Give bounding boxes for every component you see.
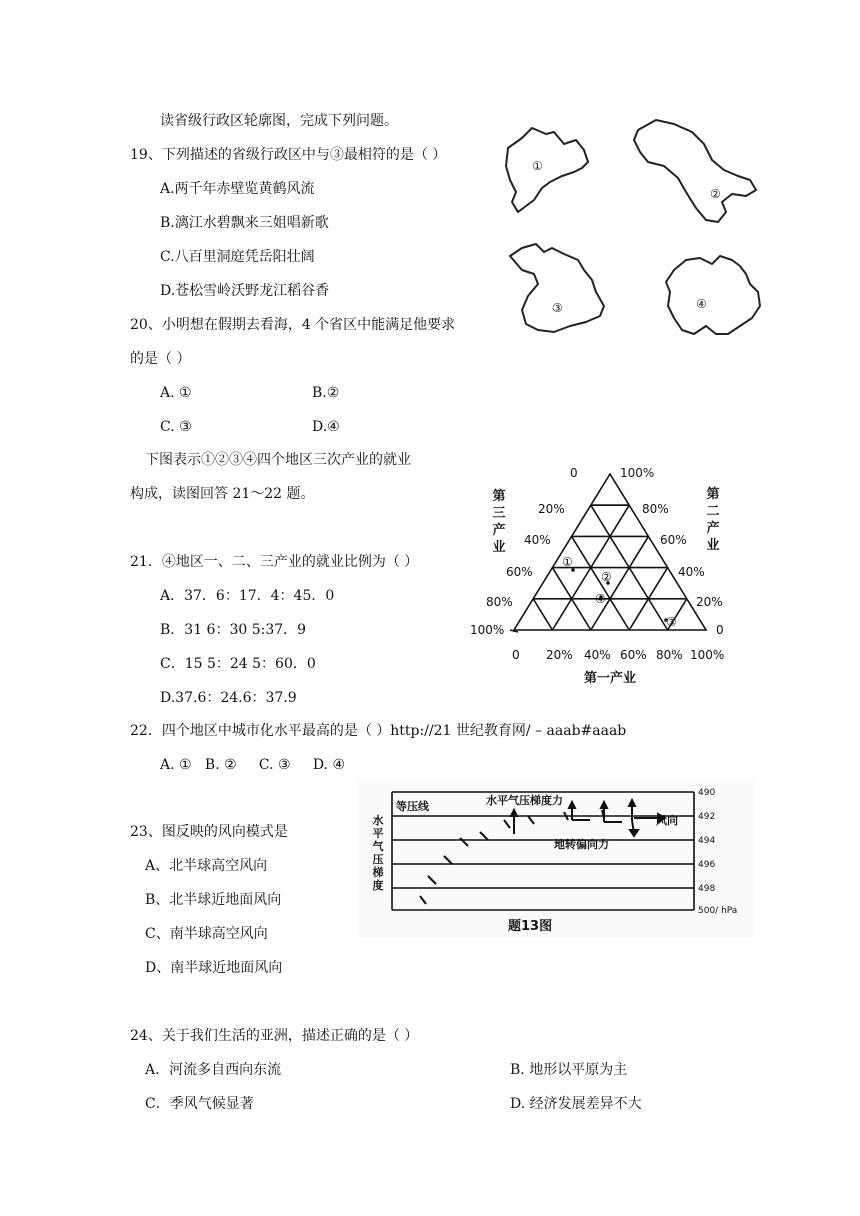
province-outline-4 (666, 256, 760, 334)
tri-right-tick-80: 80% (642, 502, 669, 516)
q23-stem: 23、图反映的风向模式是 (130, 824, 288, 840)
tri-right-axis-4: 业 (706, 538, 720, 553)
q21-option-a: A．37．6：17．4：45．0 (160, 588, 335, 604)
wind-axis-label-4: 压 (372, 853, 384, 866)
province-outline-1 (506, 128, 588, 212)
q19-option-d: D.苍松雪岭沃野龙江稻谷香 (160, 283, 330, 299)
ternary-diagram (470, 460, 732, 690)
q24-stem: 24、关于我们生活的亚洲，描述正确的是（ ） (130, 1028, 419, 1044)
tri-right-tick-60: 60% (660, 533, 687, 547)
q19-option-a: A.两千年赤壁览黄鹤风流 (160, 181, 315, 197)
tri-bottom-tick-80: 80% (656, 648, 683, 662)
tri-left-tick-20: 20% (538, 502, 565, 516)
tri-point-1: ① (562, 555, 573, 569)
q23-option-d: D、南半球近地面风向 (145, 960, 283, 976)
wind-pressure-498: 498 (698, 884, 716, 894)
q20-option-b: B.② (312, 385, 340, 401)
map-label-4: ④ (696, 297, 707, 311)
tri-right-tick-100: 100% (620, 466, 655, 480)
wind-pressure-492: 492 (698, 812, 716, 822)
tri-left-tick-100: 100% (470, 623, 505, 637)
tri-point-3: ③ (666, 615, 677, 629)
tri-bottom-tick-60: 60% (620, 648, 647, 662)
map-label-1: ① (532, 159, 543, 173)
q21-option-c: C．15 5：24 5：60．0 (160, 656, 316, 672)
tri-right-tick-20: 20% (696, 595, 723, 609)
tri-right-axis-1: 第 (706, 487, 720, 502)
q20-option-c: C. ③ (160, 419, 192, 435)
q20-option-d: D.④ (312, 419, 340, 435)
wind-axis-label-1: 水 (372, 814, 384, 827)
q21-option-d: D.37.6：24.6：37.9 (160, 690, 297, 706)
q24-option-c: C．季风气候显著 (145, 1096, 254, 1112)
wind-caption: 题13图 (508, 919, 553, 934)
wind-pressure-494: 494 (698, 836, 716, 846)
tri-left-tick-60: 60% (506, 565, 533, 579)
province-outline-2 (634, 120, 756, 222)
tri-left-axis-1: 第 (492, 489, 506, 504)
wind-pressure-500: 500/ hPa (698, 906, 738, 916)
wind-axis-label-2: 平 (372, 827, 384, 840)
tri-bottom-tick-40: 40% (584, 648, 611, 662)
tri-point-4: ④ (595, 592, 606, 606)
q24-option-d: D. 经济发展差异不大 (510, 1096, 642, 1112)
intro-maps: 读省级行政区轮廓图，完成下列问题。 (160, 113, 398, 129)
tri-point-2: ② (601, 570, 612, 584)
tri-bottom-tick-0: 0 (512, 648, 520, 662)
q20-option-a: A. ① (160, 385, 192, 401)
wind-pgf-label: 水平气压梯度力 (486, 794, 563, 807)
tri-left-tick-0: 0 (570, 466, 578, 480)
tri-left-axis-3: 产 (492, 523, 506, 538)
wind-axis-label-5: 梯 (372, 866, 384, 879)
intro-industry-line2: 构成，读图回答 21～22 题。 (130, 486, 315, 502)
tri-left-tick-40: 40% (524, 533, 551, 547)
q20-stem-line1: 20、小明想在假期去看海，4 个省区中能满足他要求 (130, 317, 456, 333)
q21-stem: 21．④地区一、二、三产业的就业比例为（ ） (130, 554, 419, 570)
intro-industry-line1: 下图表示①②③④四个地区三次产业的就业 (145, 452, 411, 468)
q23-option-b: B、北半球近地面风向 (145, 892, 282, 908)
q23-option-a: A、北半球高空风向 (145, 858, 268, 874)
tri-bottom-tick-20: 20% (546, 648, 573, 662)
tri-left-axis-2: 三 (492, 506, 506, 521)
wind-pressure-490: 490 (698, 788, 716, 798)
tri-bottom-title: 第一产业 (583, 671, 637, 686)
tri-bottom-tick-100: 100% (690, 648, 725, 662)
tri-right-tick-40: 40% (678, 565, 705, 579)
tri-right-axis-2: 二 (706, 504, 720, 519)
q19-option-b: B.漓江水碧飘来三姐唱新歌 (160, 215, 329, 231)
wind-direction-label: 风向 (656, 814, 678, 827)
province-outline-maps (488, 110, 788, 355)
tri-left-axis-4: 业 (492, 540, 506, 555)
wind-isobar-label: 等压线 (396, 800, 429, 813)
map-label-3: ③ (552, 301, 563, 315)
q23-option-c: C、南半球高空风向 (145, 926, 268, 942)
q19-option-c: C.八百里洞庭凭岳阳壮阔 (160, 249, 315, 265)
tri-right-axis-3: 产 (706, 521, 720, 536)
wind-axis-label-6: 度 (372, 879, 384, 892)
wind-pressure-496: 496 (698, 860, 716, 870)
q24-option-b: B. 地形以平原为主 (510, 1062, 628, 1078)
map-label-2: ② (710, 187, 721, 201)
q22-stem: 22．四个地区中城市化水平最高的是（ ）http://21 世纪教育网/ – aaab#aaab (130, 723, 627, 739)
q22-options: A. ① B. ② C. ③ D. ④ (160, 757, 345, 773)
tri-right-tick-0: 0 (716, 623, 724, 637)
q24-option-a: A．河流多自西向东流 (145, 1062, 282, 1078)
q21-option-b: B．31 6：30 5:37．9 (160, 622, 307, 638)
province-outline-3 (510, 244, 604, 332)
q19-stem: 19、下列描述的省级行政区中与③最相符的是（ ） (130, 147, 447, 163)
wind-coriolis-label: 地转偏向力 (554, 838, 609, 851)
q20-stem-line2: 的是（ ） (130, 351, 191, 367)
wind-direction-diagram (358, 780, 754, 938)
tri-left-tick-80: 80% (486, 595, 513, 609)
wind-axis-label-3: 气 (372, 840, 384, 853)
